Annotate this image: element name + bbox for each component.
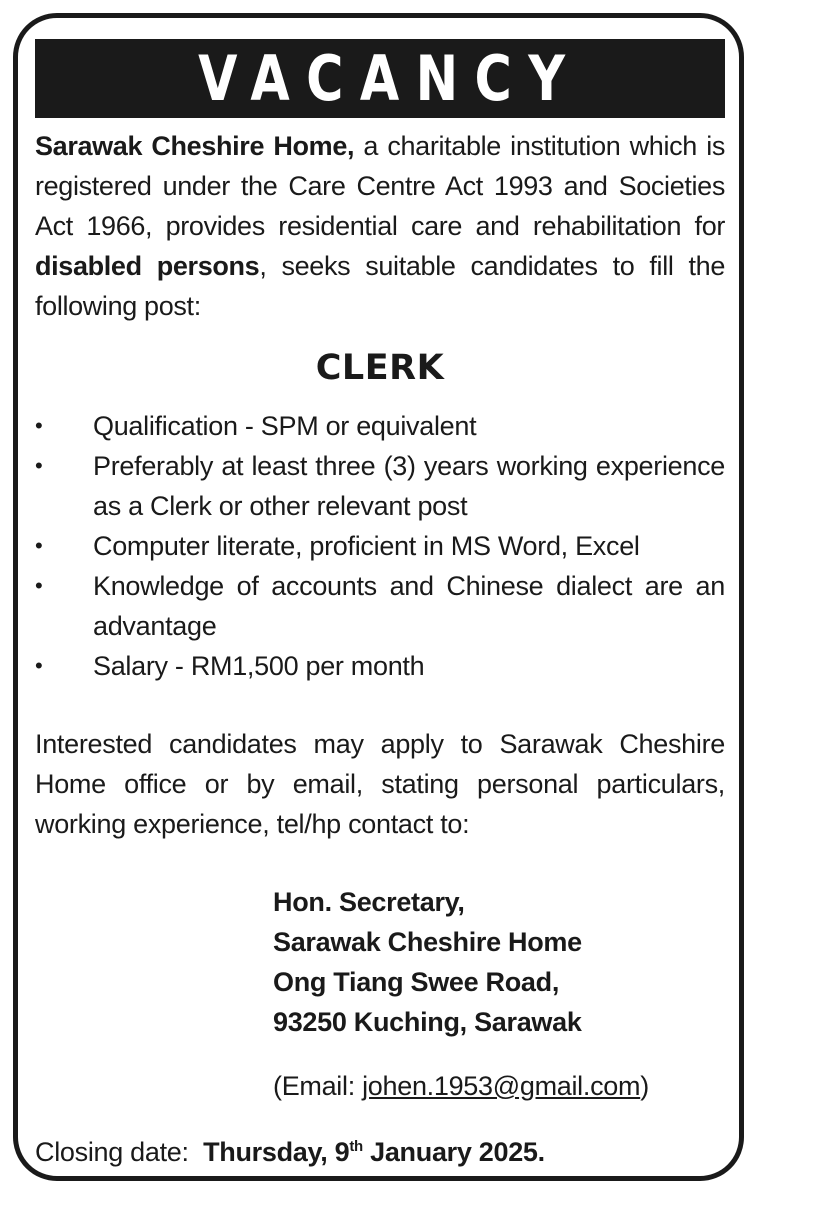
requirement-text: Preferably at least three (3) years working experience as a Clerk or other relevant post: [93, 451, 725, 521]
email-suffix: ): [640, 1071, 649, 1101]
intro-highlight: disabled persons: [35, 251, 260, 281]
contact-address: [273, 882, 725, 1042]
address-line: Ong Tiang Swee Road,: [273, 967, 560, 997]
requirements-list: [35, 406, 725, 686]
org-name: Sarawak Cheshire Home,: [35, 131, 355, 161]
requirement-text: Qualification - SPM or equivalent: [93, 411, 477, 441]
intro-text-1: a charitable institution which is registered under the Care Centre Act 1993 and Societies Act 1966, provides residential care and rehabilitation for: [35, 131, 725, 241]
email-line: [273, 1066, 725, 1106]
list-item: [35, 566, 725, 646]
position-title: CLERK: [315, 348, 445, 388]
closing-rest: January 2025.: [362, 1137, 545, 1167]
closing-date: [35, 1132, 725, 1172]
list-item: [35, 646, 725, 686]
address-line: Hon. Secretary,: [273, 887, 465, 917]
vacancy-banner: [35, 39, 725, 118]
advert-content: [35, 126, 725, 1172]
bullet-icon: •: [35, 533, 43, 558]
email-prefix: (Email:: [273, 1071, 363, 1101]
address-line: Sarawak Cheshire Home: [273, 927, 582, 957]
email-link[interactable]: johen.1953@gmail.com: [362, 1071, 641, 1101]
list-item: [35, 526, 725, 566]
requirement-text: Knowledge of accounts and Chinese dialect are an advantage: [93, 571, 725, 641]
banner-title: VACANCY: [198, 41, 582, 115]
requirement-text: Salary - RM1,500 per month: [93, 651, 425, 681]
closing-ordinal: th: [349, 1138, 363, 1155]
intro-paragraph: [35, 126, 725, 326]
address-line: 93250 Kuching, Sarawak: [273, 1007, 582, 1037]
closing-day: Thursday, 9: [203, 1137, 350, 1167]
list-item: [35, 406, 725, 446]
intro-text-2: , seeks suitable candidates to fill the following post:: [35, 251, 725, 321]
requirement-text: Computer literate, proficient in MS Word, Excel: [93, 531, 640, 561]
bullet-icon: •: [35, 573, 43, 598]
apply-paragraph: Interested candidates may apply to Sarawak Cheshire Home office or by email, stating personal particulars, working experience, tel/hp contact to:: [35, 729, 725, 839]
bullet-icon: •: [35, 413, 43, 438]
bullet-icon: •: [35, 653, 43, 678]
bullet-icon: •: [35, 453, 43, 478]
list-item: [35, 446, 725, 526]
closing-label: Closing date:: [35, 1137, 189, 1167]
